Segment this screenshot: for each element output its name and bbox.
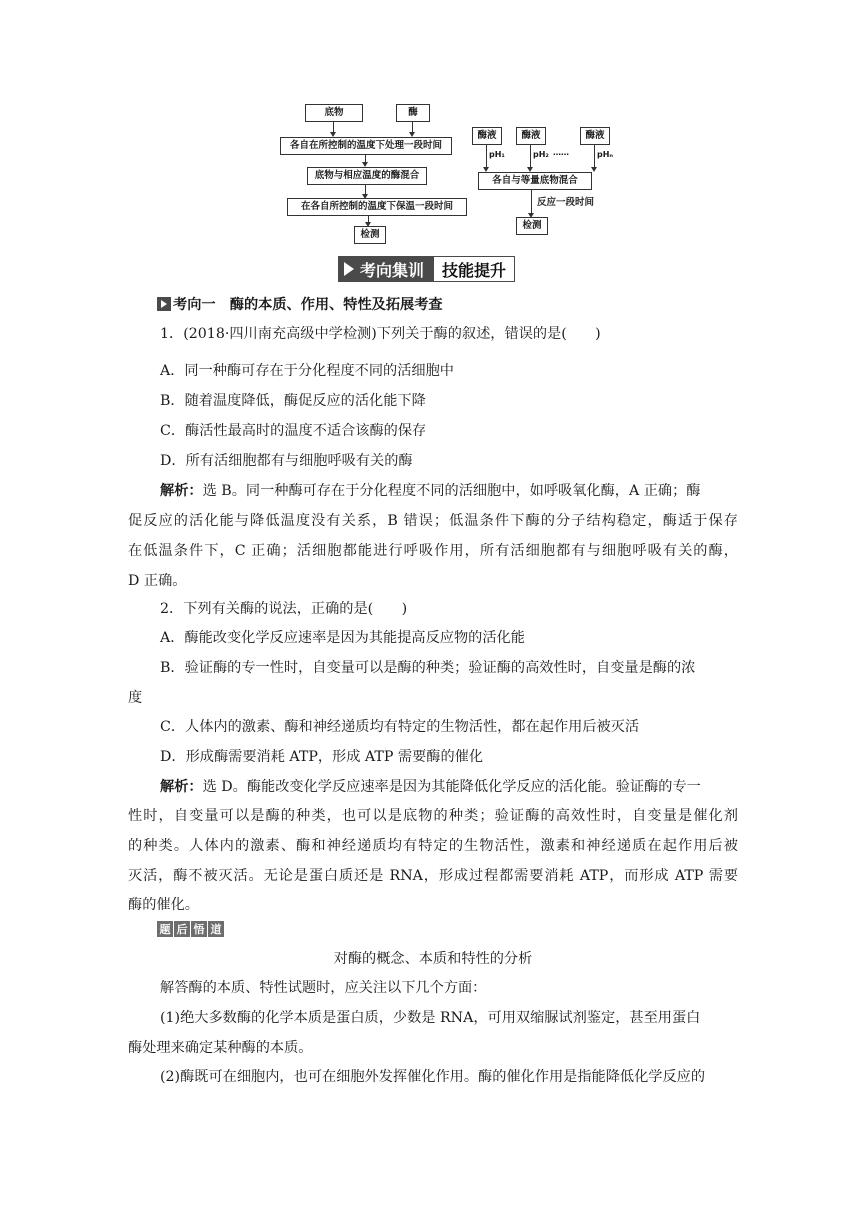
summary-tag <box>157 921 224 937</box>
tag-char: 题 <box>157 921 173 937</box>
ph-label: pHₙ <box>597 150 614 159</box>
banner-right-text: 技能提升 <box>434 256 515 282</box>
substrate-box: 底物 <box>305 104 363 122</box>
section-intro: 解答酶的本质、特性试题时，应关注以下几个方面： <box>160 980 487 996</box>
detect-box: 检测 <box>516 217 548 235</box>
flow-step-box: 各自在所控制的温度下处理一段时间 <box>280 137 452 155</box>
q2-option-a: A．酶能改变化学反应速率是因为其能提高反应物的活化能 <box>160 630 525 646</box>
tag-char: 道 <box>208 921 224 937</box>
q1-analysis-line-2: 促反应的活化能与降低温度没有关系，B 错误；低温条件下酶的分子结构稳定，酶适于保存 <box>128 513 738 529</box>
connector <box>530 145 531 168</box>
mix-box: 各自与等量底物混合 <box>478 172 592 190</box>
q2-analysis-line-2: 性时，自变量可以是酶的种类，也可以是底物的种类；验证酶的高效性时，自变量是催化剂 <box>128 808 738 824</box>
connector <box>594 145 595 168</box>
topic-text: 考向一 酶的本质、作用、特性及拓展考查 <box>173 297 443 313</box>
question-1-stem: 1．(2018·四川南充高级中学检测)下列关于酶的叙述，错误的是( ) <box>160 326 601 342</box>
point-2-line-1: (2)酶既可在细胞内，也可在细胞外发挥催化作用。酶的催化作用是指能降低化学反应的 <box>160 1069 706 1085</box>
flow-step-box: 底物与相应温度的酶混合 <box>307 167 427 185</box>
q1-analysis-line-1 <box>160 481 738 501</box>
ellipsis-label: …… <box>553 148 569 157</box>
enzyme-solution-box: 酶液 <box>580 127 610 145</box>
section-title: 对酶的概念、本质和特性的分析 <box>333 951 533 967</box>
q1-option-b: B．随着温度降低，酶促反应的活化能下降 <box>160 393 426 409</box>
play-icon <box>157 297 171 311</box>
q1-option-d: D．所有活细胞都有与细胞呼吸有关的酶 <box>160 453 413 469</box>
enzyme-solution-box: 酶液 <box>472 127 502 145</box>
ph-label: pH₁ <box>489 150 505 159</box>
banner-left <box>338 256 434 282</box>
react-label: 反应一段时间 <box>537 197 595 208</box>
q2-option-b-cont: 度 <box>128 690 143 706</box>
connector <box>531 190 532 214</box>
q2-option-c: C．人体内的激素、酶和神经递质均有特定的生物活性，都在起作用后被灭活 <box>160 719 640 735</box>
analysis-text: 选 B。同一种酶可存在于分化程度不同的活细胞中，如呼吸氧化酶，A 正确；酶 <box>202 483 701 499</box>
q1-analysis-line-3: 在低温条件下，C 正确；活细胞都能进行呼吸作用，所有活细胞都有与细胞呼吸有关的酶， <box>128 543 738 559</box>
banner-left-text: 考向集训 <box>360 260 425 280</box>
point-1-line-1: (1)绝大多数酶的化学本质是蛋白质，少数是 RNA，可用双缩脲试剂鉴定，甚至用蛋白 <box>160 1010 701 1026</box>
ph-label: pH₂ <box>533 150 549 159</box>
q1-option-c: C．酶活性最高时的温度不适合该酶的保存 <box>160 423 427 439</box>
q2-option-b: B．验证酶的专一性时，自变量可以是酶的种类；验证酶的高效性时，自变量是酶的浓 <box>160 660 696 676</box>
analysis-label: 解析： <box>160 779 203 795</box>
play-triangle-icon <box>344 262 354 276</box>
point-1-line-2: 酶处理来确定某种酶的本质。 <box>128 1040 313 1056</box>
analysis-text: 选 D。酶能改变化学反应速率是因为其能降低化学反应的活化能。验证酶的专一 <box>202 779 701 795</box>
enzyme-solution-box: 酶液 <box>516 127 546 145</box>
question-2-stem: 2．下列有关酶的说法，正确的是( ) <box>160 601 408 617</box>
q2-analysis-line-1 <box>160 777 738 797</box>
connector <box>486 145 487 168</box>
tag-char: 后 <box>174 921 190 937</box>
q1-analysis-line-4: D 正确。 <box>128 573 187 589</box>
analysis-label: 解析： <box>160 483 203 499</box>
q2-analysis-line-4: 灭活，酶不被灭活。无论是蛋白质还是 RNA，形成过程都需要消耗 ATP，而形成 ATP 需要 <box>128 868 738 884</box>
detect-box: 检测 <box>354 226 386 244</box>
flow-step-box: 在各自所控制的温度下保温一段时间 <box>287 198 467 216</box>
enzyme-box: 酶 <box>396 104 430 122</box>
q2-option-d: D．形成酶需要消耗 ATP，形成 ATP 需要酶的催化 <box>160 749 484 765</box>
section-banner <box>338 256 515 282</box>
topic-heading <box>157 294 443 314</box>
q2-analysis-line-3: 的种类。人体内的激素、酶和神经递质均有特定的生物活性，激素和神经递质在起作用后被 <box>128 838 738 854</box>
tag-char: 悟 <box>191 921 207 937</box>
q1-option-a: A．同一种酶可存在于分化程度不同的活细胞中 <box>160 363 454 379</box>
q2-analysis-line-5: 酶的催化。 <box>128 897 199 913</box>
